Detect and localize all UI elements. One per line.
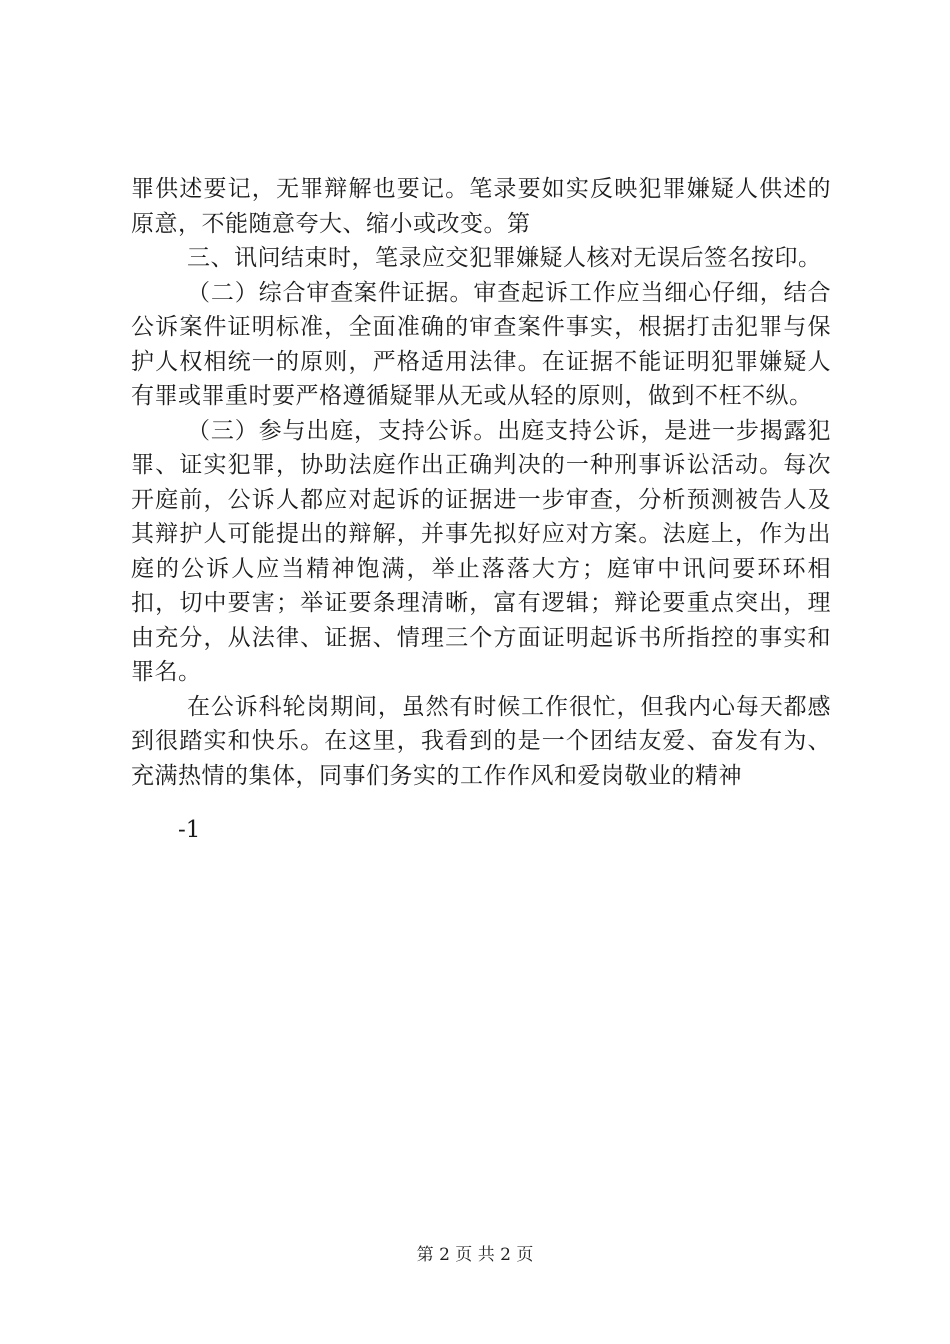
page-marker: -1 [178,817,201,843]
document-body [131,172,831,793]
paragraph-continuation: 罪供述要记，无罪辩解也要记。笔录要如实反映犯罪嫌疑人供述的原意，不能随意夸大、缩小或改变。第 [131,176,831,237]
paragraph-court-appearance: （三）参与出庭，支持公诉。出庭支持公诉，是进一步揭露犯罪、证实犯罪，协助法庭作出正确判决的一种刑事诉讼活动。每次开庭前，公诉人都应对起诉的证据进一步审查，分析预测被告人及其辩护人可能提出的辩解，并事先拟好应对方案。法庭上，作为出庭的公诉人应当精神饱满，举止落落大方；庭审中讯问要环环相扣，切中要害；举证要条理清晰，富有逻辑；辩论要重点突出，理由充分，从法律、证据、情理三个方面证明起诉书所指控的事实和罪名。 [131,417,831,685]
page-footer: 第 2 页 共 2 页 [416,1245,534,1265]
paragraph-rotation-reflection: 在公诉科轮岗期间，虽然有时候工作很忙，但我内心每天都感到很踏实和快乐。在这里，我看到的是一个团结友爱、奋发有为、充满热情的集体，同事们务实的工作作风和爱岗敬业的精神 [131,693,831,789]
paragraph-evidence-review: （二）综合审查案件证据。审查起诉工作应当细心仔细，结合公诉案件证明标准，全面准确的审查案件事实，根据打击犯罪与保护人权相统一的原则，严格适用法律。在证据不能证明犯罪嫌疑人有罪或罪重时要严格遵循疑罪从无或从轻的原则，做到不枉不纵。 [131,279,831,409]
paragraph-item-three: 三、讯问结束时，笔录应交犯罪嫌疑人核对无误后签名按印。 [187,245,822,271]
